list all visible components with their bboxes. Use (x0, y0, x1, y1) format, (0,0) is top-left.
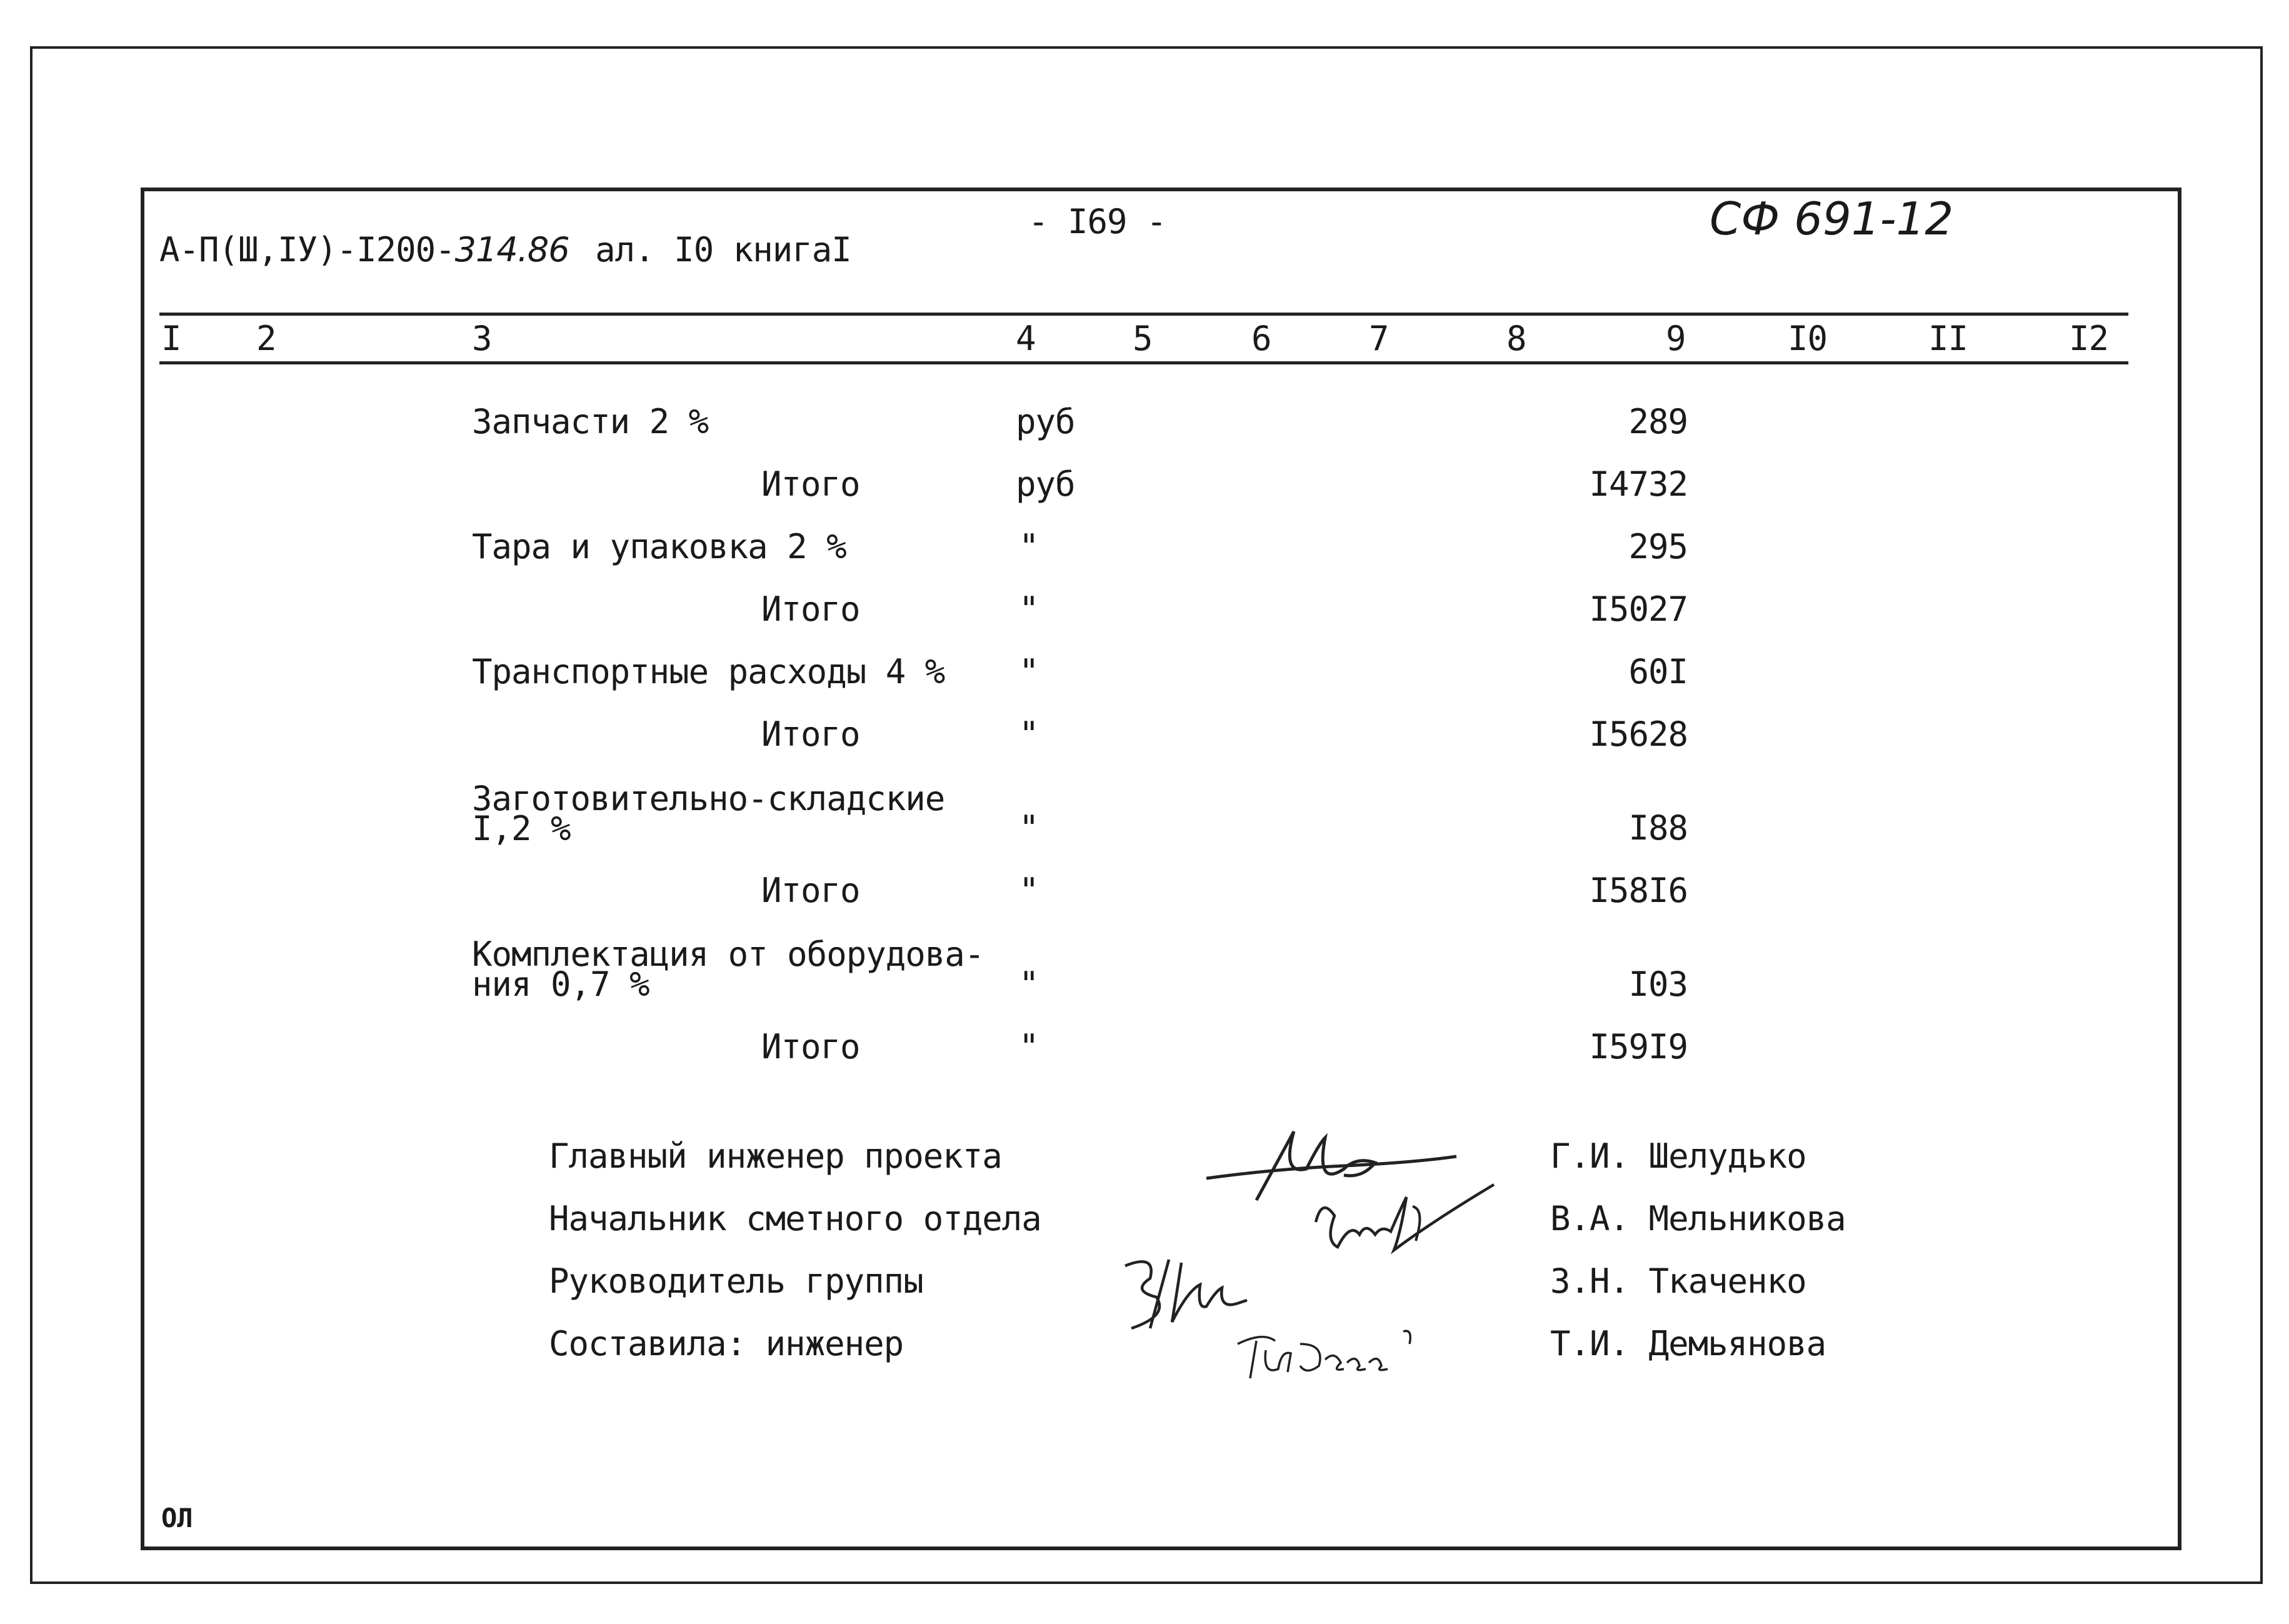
row-name: Итого (761, 464, 860, 504)
row-unit: " (1019, 714, 1039, 754)
row-name: Итого (761, 714, 860, 754)
col-header-12: I2 (2069, 319, 2109, 358)
row-unit: " (1019, 965, 1039, 1004)
col-header-1: I (161, 319, 181, 358)
handwritten-code: СФ 691-12 (1710, 193, 1954, 245)
col-header-5: 5 (1133, 319, 1153, 358)
row-value: 295 (1628, 527, 1688, 566)
signature-estimate-head (1306, 1172, 1506, 1278)
signatory-role: Главный инженер проекта (549, 1136, 1002, 1176)
row-name: Комплектация от оборудова- (472, 935, 984, 974)
signatory-person: З.Н. Ткаченко (1550, 1261, 1806, 1301)
signatory-role: Составила: инженер (549, 1324, 904, 1363)
row-unit: " (1019, 589, 1039, 629)
col-header-10: I0 (1788, 319, 1828, 358)
row-name: Заготовительно-складские (472, 779, 945, 818)
inner-frame (141, 188, 2181, 1550)
doc-code-handwritten: 314.86 (454, 230, 569, 269)
row-name-continuation: I,2 % (472, 809, 571, 848)
header-rule-top (159, 313, 2128, 316)
col-header-9: 9 (1666, 319, 1686, 358)
page-number: - I69 - (1028, 202, 1166, 241)
album-book: ал. I0 книгаI (595, 230, 851, 269)
row-value: I58I6 (1589, 871, 1688, 910)
row-value: 289 (1628, 402, 1688, 441)
row-name: Запчасти 2 % (472, 402, 709, 441)
signatory-person: В.А. Мельникова (1550, 1199, 1846, 1238)
row-value: I59I9 (1589, 1027, 1688, 1066)
row-unit: руб (1016, 402, 1075, 441)
row-value: 60I (1628, 652, 1688, 691)
row-value: I4732 (1589, 464, 1688, 504)
row-value: I5027 (1589, 589, 1688, 629)
row-value: I88 (1628, 808, 1688, 848)
col-header-8: 8 (1506, 319, 1526, 358)
signatory-role: Руководитель группы (549, 1261, 923, 1301)
col-header-2: 2 (256, 319, 276, 358)
header-rule-bottom (159, 361, 2128, 364)
row-unit: " (1019, 652, 1039, 691)
row-name: Итого (761, 589, 860, 629)
col-header-11: II (1928, 319, 1968, 358)
signatory-person: Т.И. Демьянова (1550, 1324, 1826, 1363)
row-name-continuation: ния 0,7 % (472, 965, 649, 1004)
row-name: Итого (761, 1027, 860, 1066)
doc-code-prefix: А-П(Ш,IУ)-I200- (159, 230, 455, 269)
signatory-role: Начальник сметного отдела (549, 1199, 1041, 1238)
row-name: Транспортные расходы 4 % (472, 652, 945, 691)
row-unit: руб (1016, 464, 1075, 504)
col-header-6: 6 (1251, 319, 1271, 358)
row-value: I03 (1628, 965, 1688, 1004)
doc-code (159, 231, 851, 269)
row-unit: " (1019, 527, 1039, 566)
row-unit: " (1019, 808, 1039, 848)
row-unit: " (1019, 1027, 1039, 1066)
col-header-4: 4 (1016, 319, 1036, 358)
signatory-person: Г.И. Шелудько (1550, 1136, 1806, 1176)
row-name: Тара и упаковка 2 % (472, 527, 846, 566)
row-name: Итого (761, 871, 860, 910)
row-value: I5628 (1589, 714, 1688, 754)
footer-mark: ОЛ (161, 1503, 193, 1533)
col-header-7: 7 (1369, 319, 1389, 358)
row-unit: " (1019, 871, 1039, 910)
signature-compiler (1231, 1319, 1431, 1388)
col-header-3: 3 (472, 319, 492, 358)
